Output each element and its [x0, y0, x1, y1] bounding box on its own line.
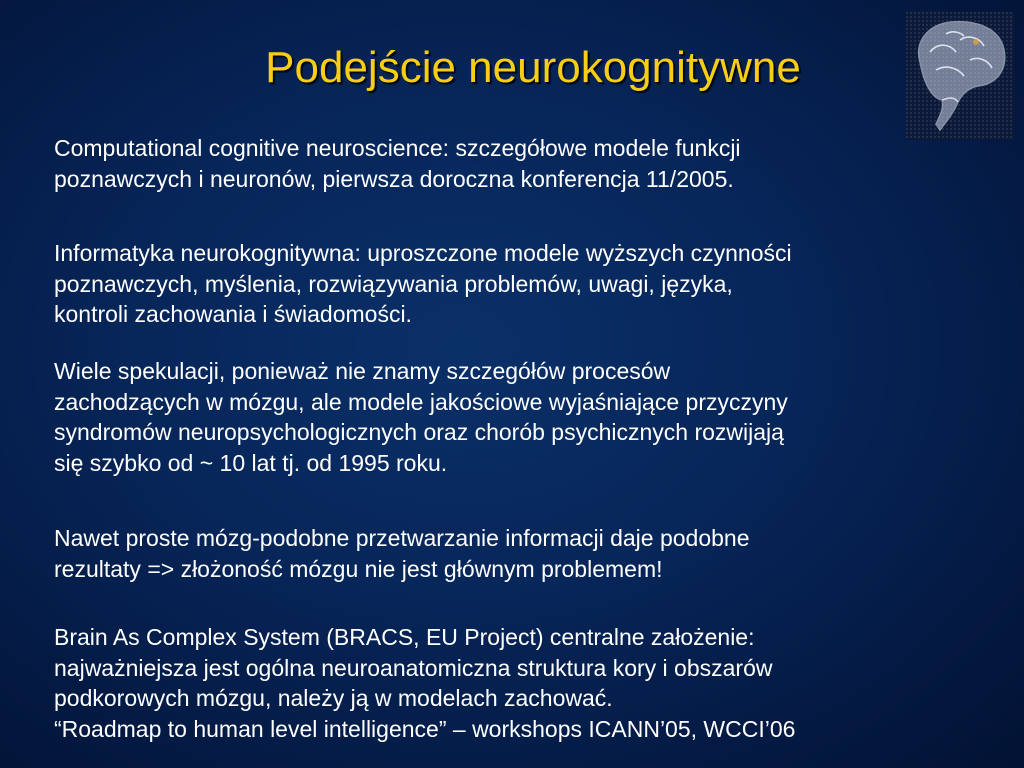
text-line: Nawet proste mózg-podobne przetwarzanie informacji daje podobne [54, 525, 750, 551]
paragraph-bracs-project [54, 622, 795, 744]
text-line: poznawczych i neuronów, pierwsza doroczna konferencja 11/2005. [54, 165, 734, 192]
text-line: Wiele spekulacji, ponieważ nie znamy szczegółów procesów [54, 358, 671, 384]
text-line: poznawczych, myślenia, rozwiązywania problemów, uwagi, języka, [54, 270, 733, 297]
slide-title: Podejście neurokognitywne [265, 43, 801, 92]
brain-icon [906, 12, 1014, 140]
text-line: Brain As Complex System (BRACS, EU Project) centralne założenie: [54, 624, 755, 650]
paragraph-computational-neuroscience [54, 133, 741, 194]
text-line: syndromów neuropsychologicznych oraz chorób psychicznych rozwijają [54, 419, 784, 445]
paragraph-neurocognitive-informatics [54, 238, 792, 330]
text-line: podkorowych mózgu, należy ją w modelach zachować. [54, 685, 613, 711]
text-line: najważniejsza jest ogólna neuroanatomiczna struktura kory i obszarów [54, 654, 773, 681]
paragraph-brain-like-processing [54, 523, 750, 584]
text-line: zachodzących w mózgu, ale modele jakościowe wyjaśniające przyczyny [54, 388, 788, 415]
text-line: Computational cognitive neuroscience: szczegółowe modele funkcji [54, 135, 741, 161]
text-line: Informatyka neurokognitywna: uproszczone modele wyższych czynności [54, 240, 792, 266]
text-line: rezultaty => złożoność mózgu nie jest głównym problemem! [54, 555, 663, 582]
paragraph-speculations [54, 356, 788, 478]
text-line: się szybko od ~ 10 lat tj. od 1995 roku. [54, 449, 448, 476]
text-line: kontroli zachowania i świadomości. [54, 301, 412, 327]
text-line: “Roadmap to human level intelligence” – workshops ICANN’05, WCCI’06 [54, 715, 796, 742]
